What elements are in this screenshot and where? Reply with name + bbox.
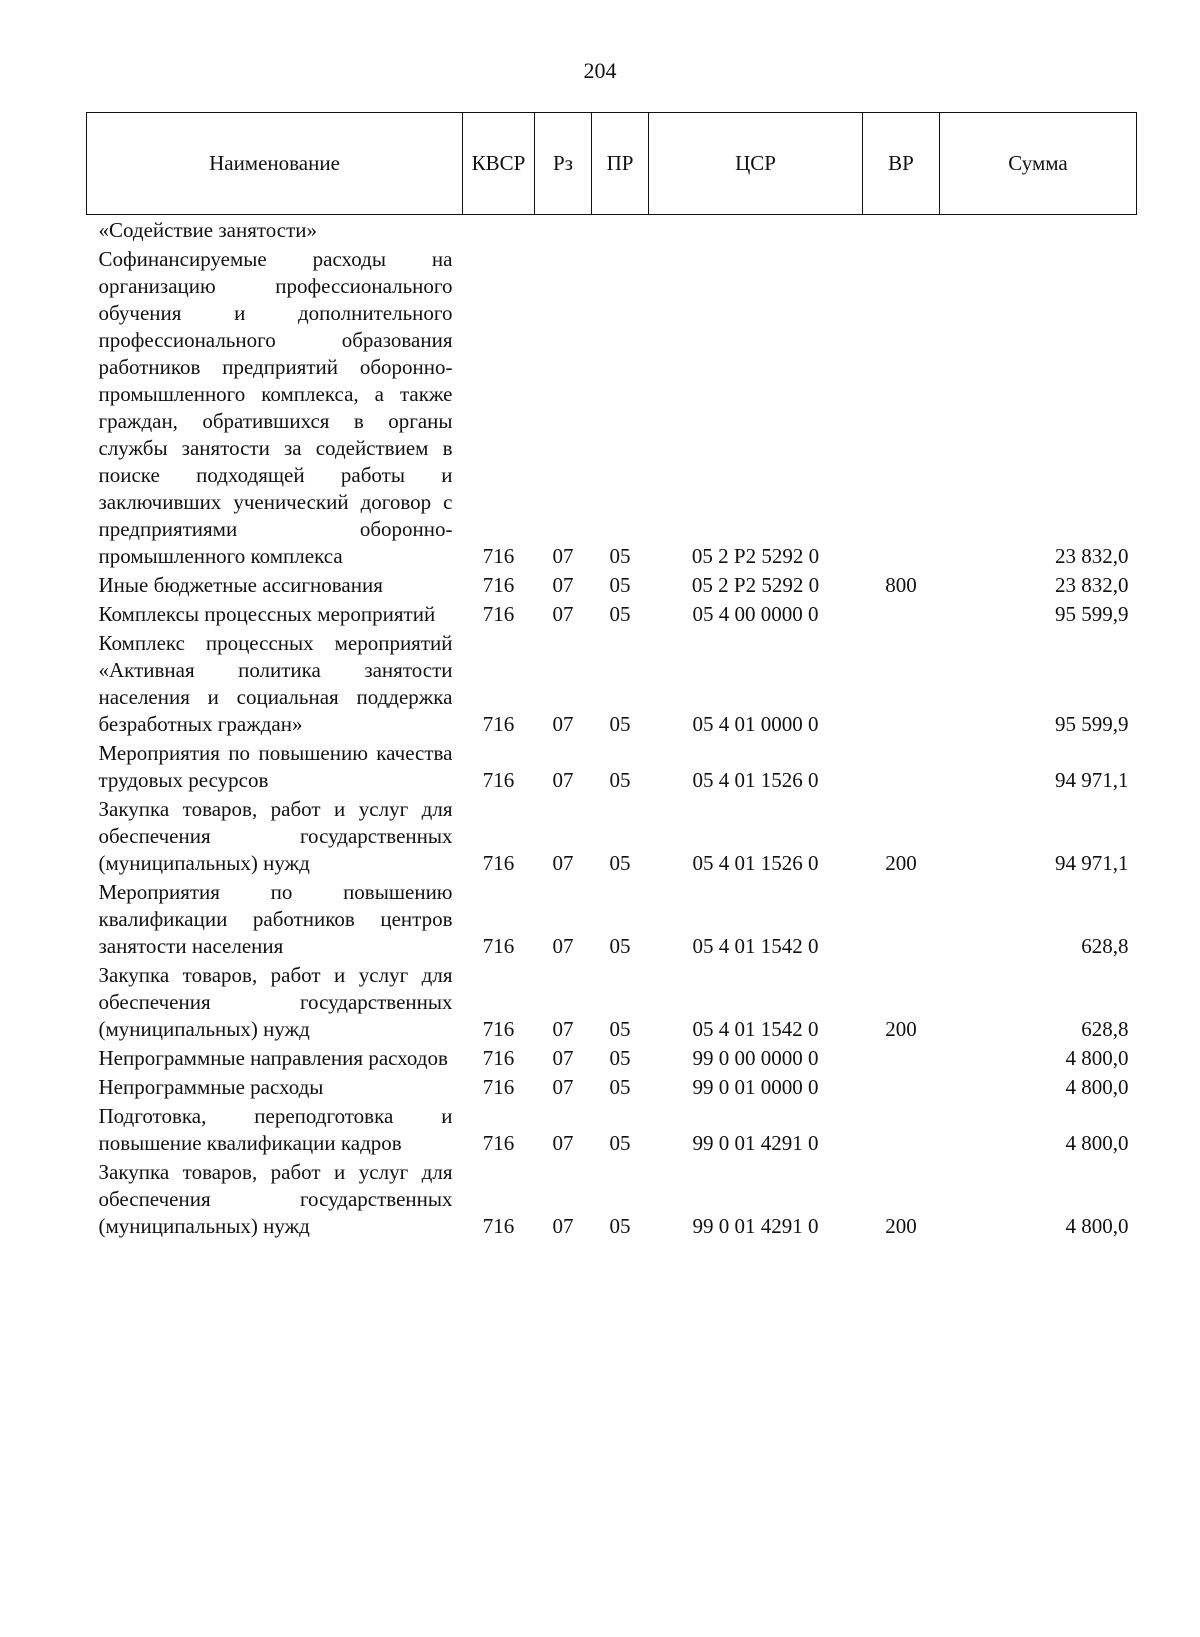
cell-kvsr: 716 (482, 712, 515, 736)
cell-pr: 05 (609, 851, 631, 875)
cell-vr: 200 (885, 851, 917, 875)
cell-pr: 05 (609, 1046, 631, 1070)
cell-sum: 628,8 (1081, 934, 1129, 958)
cell-rz (535, 215, 592, 245)
cell-rz: 07 (552, 1017, 574, 1041)
cell-pr: 05 (609, 768, 631, 792)
table-row (87, 877, 1137, 960)
cell-rz: 07 (552, 768, 574, 792)
cell-rz: 07 (552, 1046, 574, 1070)
cell-vr (863, 599, 940, 628)
cell-rz: 07 (552, 1075, 574, 1099)
cell-kvsr: 716 (482, 1046, 515, 1070)
table-row (87, 1043, 1137, 1072)
cell-sum: 94 971,1 (1055, 851, 1129, 875)
cell-sum: 95 599,9 (1055, 712, 1129, 736)
cell-vr (863, 1072, 940, 1101)
cell-rz: 07 (552, 1214, 574, 1238)
cell-sum: 4 800,0 (1065, 1075, 1129, 1099)
cell-pr (592, 215, 649, 245)
cell-csr: 05 2 Р2 5292 0 (691, 544, 820, 568)
cell-pr: 05 (609, 934, 631, 958)
cell-rz: 07 (552, 1131, 574, 1155)
cell-name: Закупка товаров, работ и услуг для обеспечения государственных (муниципальных) нужд (98, 1160, 453, 1238)
table-row (87, 1101, 1137, 1157)
cell-name: Иные бюджетные ассигнования (98, 573, 383, 597)
table-row (87, 960, 1137, 1043)
cell-kvsr: 716 (482, 934, 515, 958)
cell-vr: 800 (885, 573, 917, 597)
cell-csr: 05 4 01 1526 0 (692, 768, 819, 792)
cell-kvsr: 716 (482, 544, 515, 568)
table-body (87, 215, 1137, 1241)
cell-kvsr: 716 (482, 768, 515, 792)
cell-csr: 05 4 01 0000 0 (692, 712, 819, 736)
cell-vr: 200 (885, 1017, 917, 1041)
header-pr: ПР (592, 113, 649, 215)
cell-kvsr: 716 (482, 1017, 515, 1041)
cell-kvsr: 716 (482, 1131, 515, 1155)
cell-sum: 4 800,0 (1065, 1046, 1129, 1070)
page-number: 204 (583, 58, 617, 83)
cell-sum: 628,8 (1081, 1017, 1129, 1041)
cell-sum: 23 832,0 (1055, 544, 1129, 568)
cell-pr: 05 (609, 1017, 631, 1041)
table-row (87, 738, 1137, 794)
table-row (87, 628, 1137, 738)
cell-pr: 05 (609, 544, 631, 568)
cell-kvsr: 716 (482, 1075, 515, 1099)
header-name: Наименование (87, 113, 463, 215)
cell-vr (863, 738, 940, 794)
cell-csr (649, 215, 863, 245)
cell-sum: 23 832,0 (1055, 573, 1129, 597)
cell-sum: 4 800,0 (1065, 1131, 1129, 1155)
cell-pr: 05 (609, 1075, 631, 1099)
cell-rz: 07 (552, 934, 574, 958)
table-row (87, 570, 1137, 599)
cell-name: Комплексы процессных мероприятий (98, 602, 436, 626)
cell-name: Мероприятия по повышению качества трудовых ресурсов (98, 741, 453, 792)
cell-vr (863, 1043, 940, 1072)
cell-vr (863, 877, 940, 960)
budget-table (86, 112, 1137, 1240)
cell-name: Закупка товаров, работ и услуг для обеспечения государственных (муниципальных) нужд (98, 963, 453, 1041)
table-row (87, 244, 1137, 570)
header-vr: ВР (863, 113, 940, 215)
cell-sum: 94 971,1 (1055, 768, 1129, 792)
cell-name: Подготовка, переподготовка и повышение квалификации кадров (98, 1104, 453, 1155)
cell-vr: 200 (885, 1214, 917, 1238)
cell-csr: 05 2 Р2 5292 0 (691, 573, 820, 597)
cell-csr: 99 0 01 4291 0 (692, 1214, 819, 1238)
cell-sum: 4 800,0 (1065, 1214, 1129, 1238)
table-row (87, 1072, 1137, 1101)
table-row (87, 1157, 1137, 1240)
cell-sum: 95 599,9 (1055, 602, 1129, 626)
cell-pr: 05 (609, 1214, 631, 1238)
cell-vr (863, 628, 940, 738)
cell-name: Мероприятия по повышению квалификации работников центров занятости населения (98, 880, 453, 958)
cell-csr: 99 0 01 4291 0 (692, 1131, 819, 1155)
cell-pr: 05 (609, 712, 631, 736)
cell-kvsr: 716 (482, 602, 515, 626)
cell-pr: 05 (609, 573, 631, 597)
cell-name: Непрограммные направления расходов (98, 1046, 448, 1070)
cell-pr: 05 (609, 1131, 631, 1155)
cell-pr: 05 (609, 602, 631, 626)
cell-name: Закупка товаров, работ и услуг для обеспечения государственных (муниципальных) нужд (98, 797, 453, 875)
cell-vr (863, 1101, 940, 1157)
table-row (87, 215, 1137, 245)
header-sum: Сумма (940, 113, 1137, 215)
cell-name: Комплекс процессных мероприятий «Активная политика занятости населения и социальная поддержка безработных граждан» (98, 631, 453, 736)
table-row (87, 599, 1137, 628)
cell-csr: 05 4 01 1542 0 (692, 1017, 819, 1041)
cell-csr: 99 0 01 0000 0 (692, 1075, 819, 1099)
cell-name: Софинансируемые расходы на организацию профессионального обучения и дополнительного профессионального образования работников предприятий оборонно-промышленного комплекса, а также граждан, обратившихся в органы службы занятости за содействием в поиске подходящей работы и заключивших ученический договор с предприятиями оборонно-промышленного комплекса (98, 247, 453, 568)
cell-csr: 99 0 00 0000 0 (692, 1046, 819, 1070)
cell-name: Непрограммные расходы (98, 1075, 324, 1099)
cell-vr (863, 215, 940, 245)
cell-csr: 05 4 01 1526 0 (692, 851, 819, 875)
header-rz: Рз (535, 113, 592, 215)
header-csr: ЦСР (649, 113, 863, 215)
cell-csr: 05 4 00 0000 0 (692, 602, 819, 626)
cell-rz: 07 (552, 573, 574, 597)
cell-kvsr (463, 215, 535, 245)
header-kvsr: КВСР (463, 113, 535, 215)
table-header (87, 113, 1137, 215)
cell-kvsr: 716 (482, 573, 515, 597)
cell-rz: 07 (552, 851, 574, 875)
cell-rz: 07 (552, 602, 574, 626)
cell-vr (863, 244, 940, 570)
cell-kvsr: 716 (482, 1214, 515, 1238)
cell-name: «Содействие занятости» (98, 218, 318, 242)
cell-sum (940, 215, 1137, 245)
table-row (87, 794, 1137, 877)
cell-csr: 05 4 01 1542 0 (692, 934, 819, 958)
cell-kvsr: 716 (482, 851, 515, 875)
cell-rz: 07 (552, 544, 574, 568)
cell-rz: 07 (552, 712, 574, 736)
